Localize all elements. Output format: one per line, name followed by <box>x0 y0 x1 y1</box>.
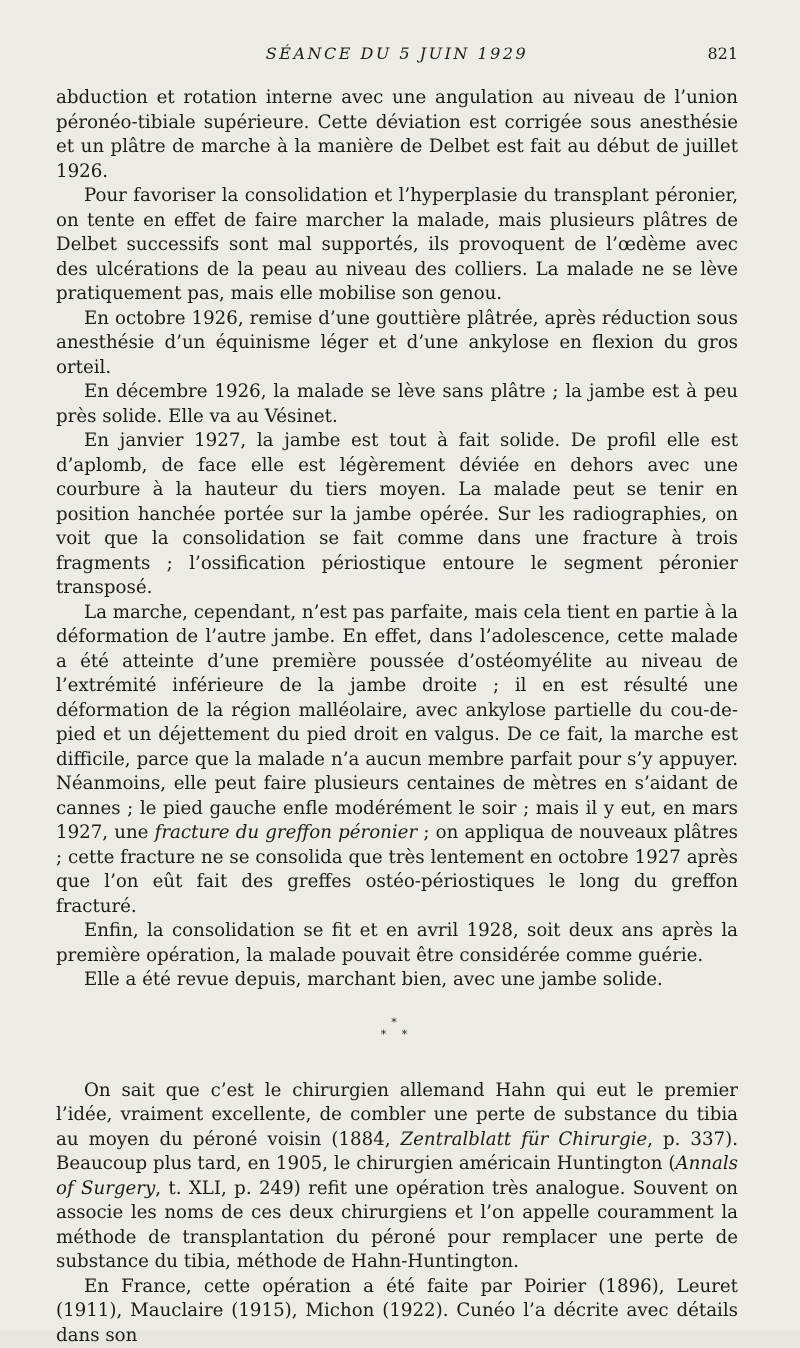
marche-italic-phrase: fracture du greffon péronier <box>155 822 418 843</box>
hahn-text-1: On sait que c’est le chirurgien allemand Hahn qui eut le premier l’idée, vraiment excellente, de combler une perte de substance du tibia au moyen du péroné voisin (1884, <box>56 1080 738 1150</box>
paragraph-janvier-1927: En janvier 1927, la jambe est tout à fait solide. De profil elle est d’aplomb, de face elle est légèrement déviée en dehors avec une courbure à la hauteur du tiers moyen. La malade peut se tenir en position hanchée portée sur la jambe opérée. Sur les radiographies, on voit que la consolidation se fait comme dans une fracture à trois fragments ; l’ossification périostique entoure le segment péronier transposé. <box>56 429 738 601</box>
marche-text-before: La marche, cependant, n’est pas parfaite, mais cela tient en partie à la déformation de l’autre jambe. En effet, dans l’adolescence, cette malade a été atteinte d’une première poussée d’ostéomyélite au niveau de l’extrémité inférieure de la jambe droite ; il en est résulté une déformation de la région malléolaire, avec ankylose partielle du cou-de-pied et un déjettement du pied droit en valgus. De ce fait, la marche est difficile, parce que la malade n’a aucun membre parfait pour s’y appuyer. Néanmoins, elle peut faire plusieurs centaines de mètres en s’aidant de cannes ; le pied gauche enfle modérément le soir ; mais il y eut, en mars 1927, une <box>56 602 738 844</box>
journal-zentralblatt: Zentralblatt für Chirurgie <box>401 1129 648 1150</box>
asterism-bottom: * * <box>56 1029 738 1041</box>
paragraph-hahn <box>56 1079 738 1275</box>
paragraph-france: En France, cette opération a été faite par Poirier (1896), Leuret (1911), Mauclaire (1915), Michon (1922). Cunéo l’a décrite avec détails dans son <box>56 1275 738 1348</box>
marche-text-after: ; on appliqua de nouveaux plâtres ; cette fracture ne se consolida que très lentement en octobre 1927 après que l’on eût fait des greffes ostéo-périostiques le long du greffon fracturé. <box>56 822 738 917</box>
page-header <box>56 44 738 70</box>
hahn-text-3: , t. XLI, p. 249) refit une opération très analogue. Souvent on associe les noms de ces deux chirurgiens et l’on appelle couramment la méthode de transplantation du péroné pour remplacer une perte de substance du tibia, méthode de Hahn-Huntington. <box>56 1178 738 1273</box>
running-title: SÉANCE DU 5 JUIN 1929 <box>56 44 738 63</box>
paragraph-revue: Elle a été revue depuis, marchant bien, avec une jambe solide. <box>56 968 738 993</box>
paragraph-decembre-1926: En décembre 1926, la malade se lève sans plâtre ; la jambe est à peu près solide. Elle va au Vésinet. <box>56 380 738 429</box>
paragraph-consolidation: Pour favoriser la consolidation et l’hyperplasie du transplant péronier, on tente en effet de faire marcher la malade, mais plusieurs plâtres de Delbet successifs sont mal supportés, ils provoquent de l’œdème avec des ulcérations de la peau au niveau des colliers. La malade ne se lève pratiquement pas, mais elle mobilise son genou. <box>56 184 738 307</box>
paragraph-enfin: Enfin, la consolidation se fit et en avril 1928, soit deux ans après la première opération, la malade pouvait être considérée comme guérie. <box>56 919 738 968</box>
asterism-separator <box>56 1017 738 1041</box>
page-number: 821 <box>707 44 738 63</box>
hahn-text-2: , p. 337). Beaucoup plus tard, en 1905, le chirurgien américain Huntington ( <box>56 1129 738 1175</box>
body-text <box>56 86 738 1348</box>
journal-annals: Annals of Surgery <box>56 1153 738 1199</box>
paragraph-abduction: abduction et rotation interne avec une angulation au niveau de l’union péronéo-tibiale supérieure. Cette déviation est corrigée sous anesthésie et un plâtre de marche à la manière de Delbet est fait au début de juillet 1926. <box>56 86 738 184</box>
paragraph-octobre-1926: En octobre 1926, remise d’une gouttière plâtrée, après réduction sous anesthésie d’un équinisme léger et d’une ankylose en flexion du gros orteil. <box>56 307 738 381</box>
asterism-top: * <box>56 1017 738 1029</box>
paragraph-marche <box>56 601 738 920</box>
